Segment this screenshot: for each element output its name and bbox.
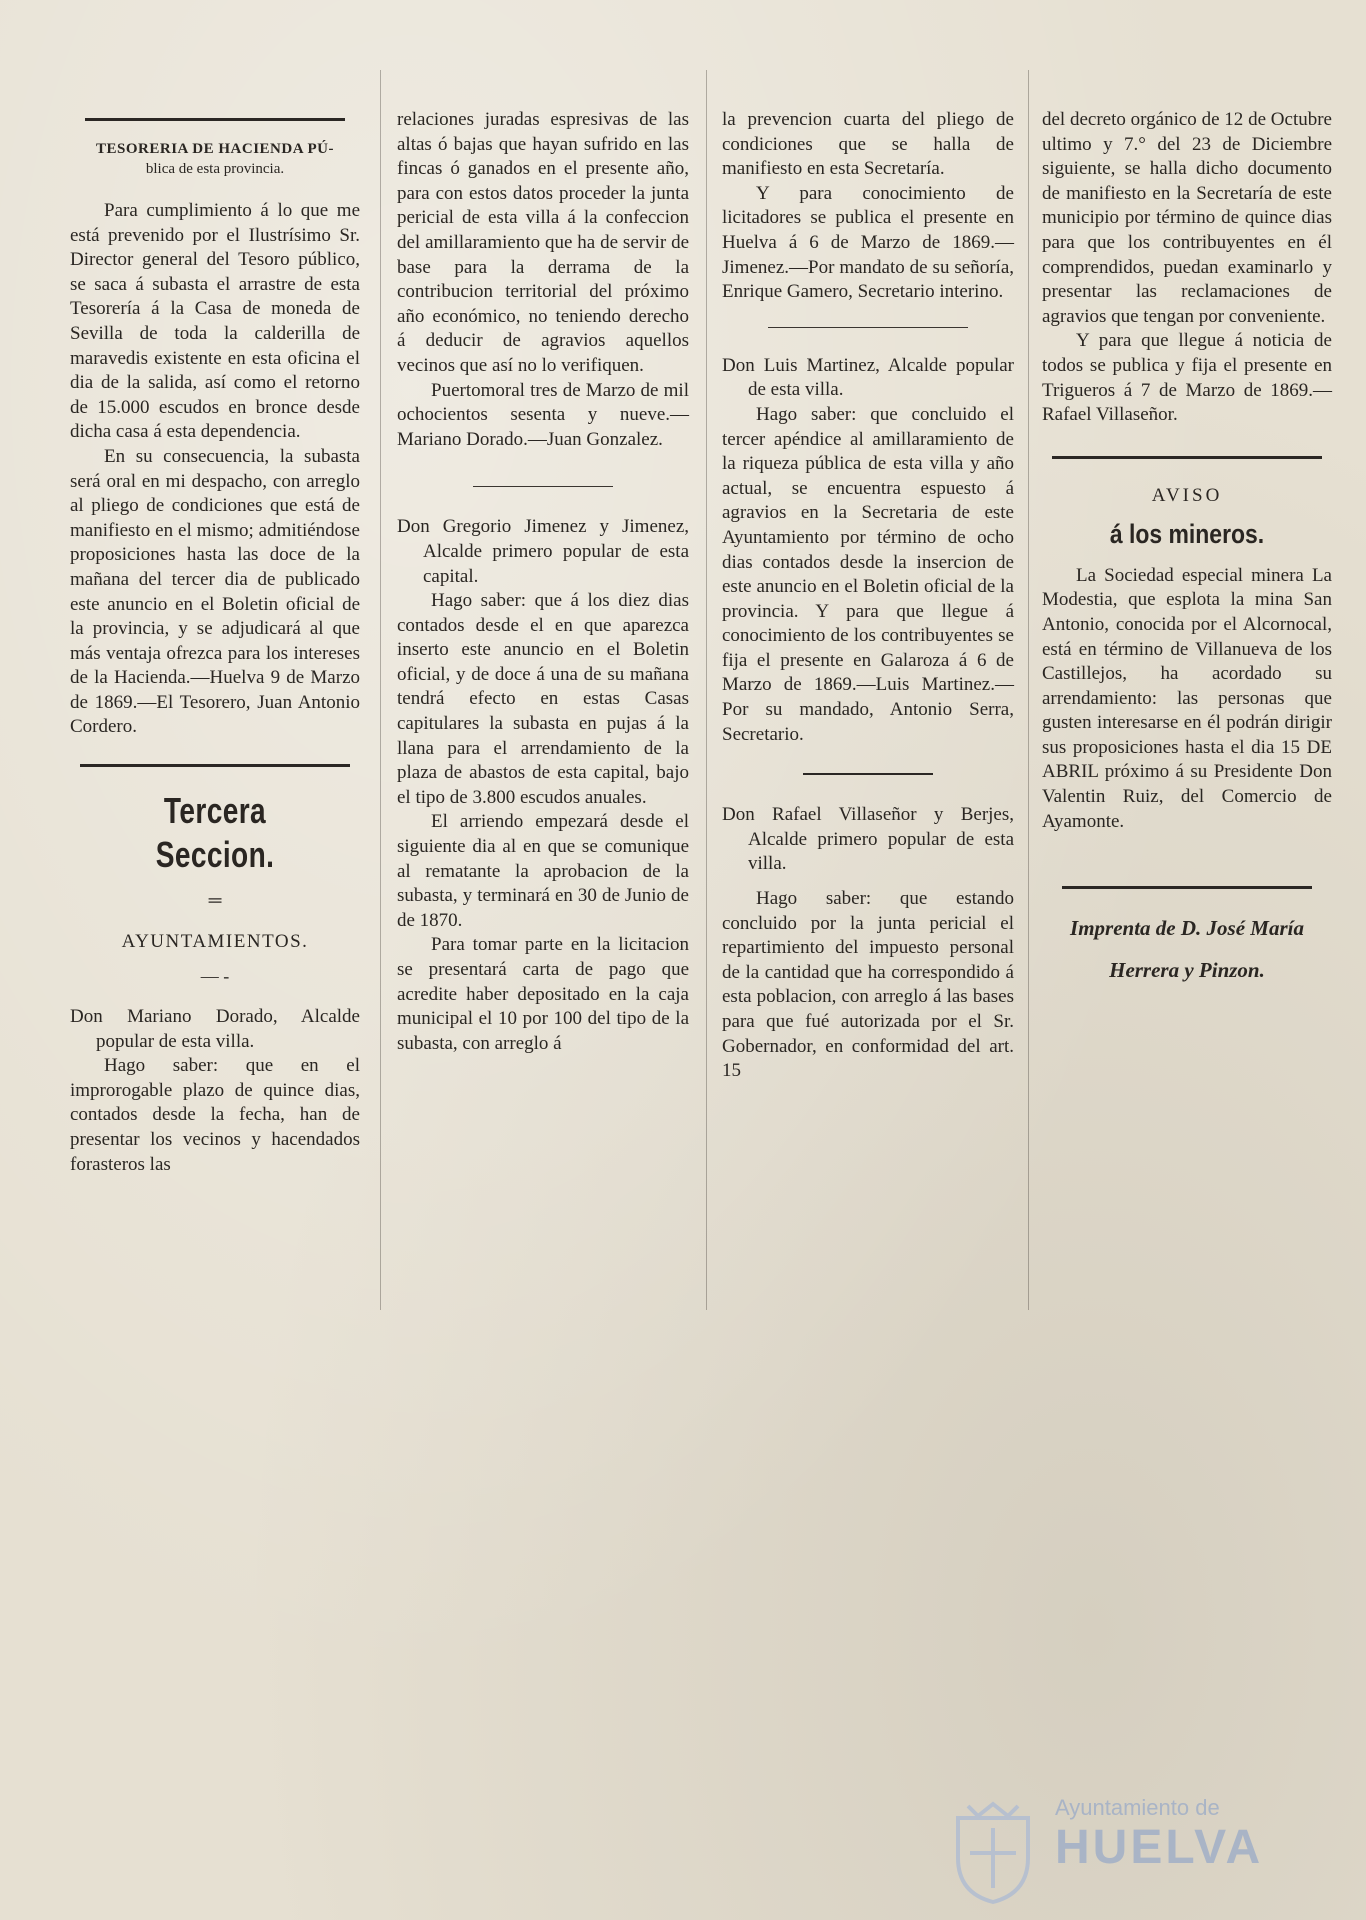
dorado-heading: Don Mariano Dorado, Alcalde popular de esta villa. [70, 1006, 360, 1052]
section-title: Tercera Seccion. [155, 790, 275, 876]
aviso-title: AVISO [1151, 484, 1223, 506]
jimenez-paragraph-3: Para tomar parte en la licitacion se presentará carta de pago que acredite haber depositado en la caja municipal el 10 por 100 del tipo de la subasta, con arreglo á [397, 934, 689, 1054]
watermark-line-1: Ayuntamiento de [1055, 1795, 1220, 1820]
martinez-heading: Don Luis Martinez, Alcalde popular de esta villa. [722, 354, 1014, 401]
villasenor-paragraph-2: Y para que llegue á noticia de todos se publica y fija el presente en Trigueros á 7 de Marzo de 1869.—Rafael Villaseñor. [1042, 330, 1332, 426]
rule [803, 773, 933, 775]
column-divider [1028, 70, 1029, 1310]
dorado-paragraph-2: Puertomoral tres de Marzo de mil ochocientos sesenta y nueve.—Mariano Dorado.—Juan Gonzalez. [397, 379, 689, 450]
section-rule [80, 764, 350, 767]
rule [1052, 456, 1322, 459]
rule [473, 486, 613, 487]
imprenta-line-1: Imprenta de D. José María [1070, 916, 1304, 941]
rule [768, 327, 968, 328]
jimenez-paragraph-4: Y para conocimiento de licitadores se publica el presente en Huelva á 6 de Marzo de 1869.—Jimenez.—Por mandato de su señoría, Enrique Gamero, Secretario interino. [722, 182, 1014, 303]
tesoreria-subheading: blica de esta provincia. [145, 161, 285, 177]
imprenta-line-2: Herrera y Pinzon. [1109, 958, 1265, 983]
watermark-text [1055, 1795, 1263, 1875]
column-4 [1042, 108, 1332, 985]
tesoreria-paragraph-1: Para cumplimiento á lo que me está prevenido por el Ilustrísimo Sr. Director general del Tesoro público, se saca á subasta el arrastre de esta Tesorería á la Casa de moneda de Sevilla de toda la calderilla de maravedis existente en esta oficina el dia de la salida, así como el retorno de 15.000 escudos en bronce desde dicha casa á esta dependencia. [70, 200, 360, 443]
column-1 [70, 108, 360, 1177]
dorado-paragraph-1: Hago saber: que en el improrogable plazo de quince dias, contados desde la fecha, han de presentar los vecinos y hacendados forasteros las [70, 1055, 360, 1175]
jimenez-paragraph-2: El arriendo empezará desde el siguiente dia al en que se comunique al rematante la aprobacion de la subasta, y terminará en 30 de Junio de de 1870. [397, 811, 689, 931]
jimenez-heading: Don Gregorio Jimenez y Jimenez, Alcalde primero popular de esta capital. [397, 516, 689, 587]
divider-dash: ═ [208, 890, 222, 911]
jimenez-paragraph-3-cont: la prevencion cuarta del pliego de condiciones que se halla de manifiesto en esta Secretaría. [722, 109, 1014, 180]
dorado-paragraph-1-cont: relaciones juradas espresivas de las altas ó bajas que hayan sufrido en las fincas ó ganados en el presente año, para con estos datos proceder la junta pericial de esta villa á la confeccion del amillaramiento que ha de servir de base para la derrama de la contribucion territorial del próximo año económico, no teniendo derecho á deducir de agravios aquellos vecinos que así no lo verifiquen. [397, 109, 689, 376]
tesoreria-paragraph-2: En su consecuencia, la subasta será oral en mi despacho, con arreglo al pliego de condiciones que está de manifiesto en el mismo; admitiéndose proposiciones hasta las doce de la mañana del tercer dia de publicado este anuncio en el Boletin oficial de la provincia, y se adjudicará al que más ventaja ofrezca para los intereses de la Hacienda.—Huelva 9 de Marzo de 1869.—El Tesorero, Juan Antonio Cordero. [70, 445, 360, 738]
aviso-subtitle: á los mineros. [1109, 518, 1265, 549]
tesoreria-heading: TESORERIA DE HACIENDA PÚ- [96, 141, 334, 157]
column-divider [380, 70, 381, 1310]
rule [1062, 886, 1312, 889]
divider-dash: — - [200, 966, 230, 987]
coat-of-arms-icon [948, 1798, 1038, 1906]
villasenor-paragraph-1: Hago saber: que estando concluido por la junta pericial el repartimiento del impuesto personal de la cantidad que ha correspondido á esta poblacion, con arreglo á las bases para que fué autorizada por el Sr. Gobernador, en conformidad del art. 15 [722, 888, 1014, 1082]
aviso-paragraph-1: La Sociedad especial minera La Modestia, que esplota la mina San Antonio, conocida por el Alcornocal, está en término de Villanueva de los Castillejos, ha acordado su arrendamiento: las personas que gusten interesarse en él podrán dirigir sus proposiciones hasta el dia 15 DE ABRIL próximo á su Presidente Don Valentin Ruiz, del Comercio de Ayamonte. [1042, 564, 1332, 832]
rule [85, 118, 345, 121]
section-subtitle: AYUNTAMIENTOS. [121, 931, 309, 953]
villasenor-paragraph-1-cont: del decreto orgánico de 12 de Octubre ultimo y 7.° del 23 de Diciembre siguiente, se halla dicho documento de manifiesto en la Secretaría de este municipio por término de quince dias para que los contribuyentes en él comprendidos, puedan examinarlo y presentar las reclamaciones de agravios que tengan por conveniente. [1042, 109, 1332, 327]
jimenez-paragraph-1: Hago saber: que á los diez dias contados desde el en que aparezca inserto este anuncio en el Boletin oficial, y de doce á una de su mañana tendrá efecto en estas Casas capitulares la subasta en pujas á la llana para el arrendamiento de la plaza de abastos de esta capital, bajo el tipo de 3.800 escudos anuales. [397, 590, 689, 808]
column-divider [706, 70, 707, 1310]
watermark-line-2: HUELVA [1055, 1821, 1264, 1874]
villasenor-heading: Don Rafael Villaseñor y Berjes, Alcalde primero popular de esta villa. [722, 804, 1014, 875]
column-3 [722, 108, 1014, 1084]
martinez-paragraph-1: Hago saber: que concluido el tercer apéndice al amillaramiento de la riqueza pública de esta villa y año actual, se encuentra espuesto á agravios en la Secretaria de este Ayuntamiento por término de ocho dias contados desde la insercion de este anuncio en el Boletin oficial de la provincia. Y para que llegue á conocimiento de los contribuyentes se fija el presente en Galaroza á 6 de Marzo de 1869.—Luis Martinez.—Por su mandado, Antonio Serra, Secretario. [722, 403, 1014, 745]
column-2 [397, 108, 689, 1056]
